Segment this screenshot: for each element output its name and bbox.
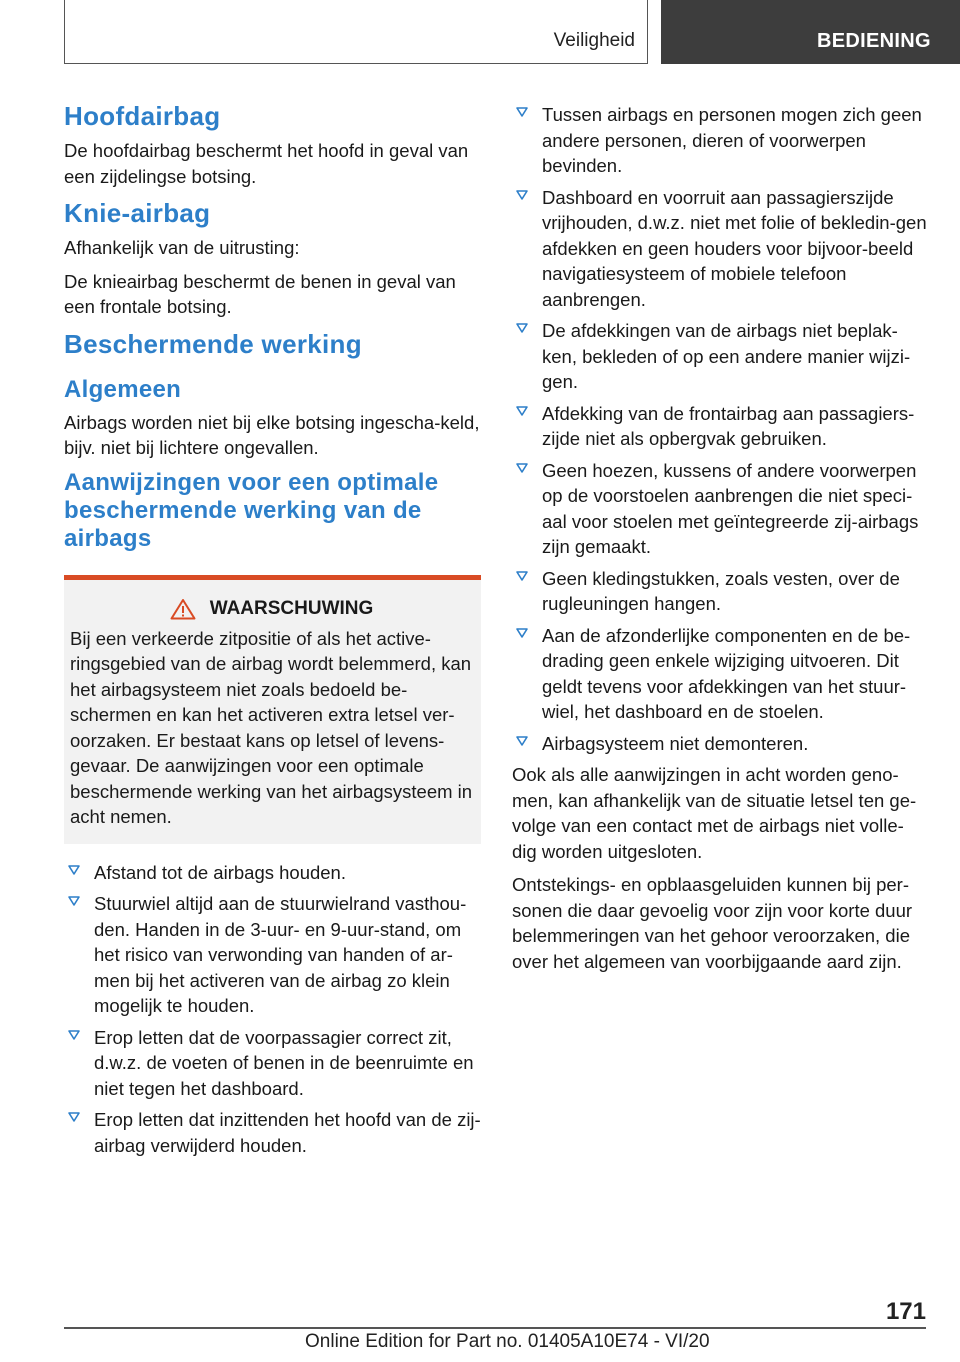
left-column [64, 100, 481, 1164]
warning-title: WAARSCHUWING [209, 597, 374, 619]
right-column [512, 102, 928, 982]
paragraph-hoofdairbag: De hoofdairbag beschermt het hoofd in geval van een zijdelingse botsing. [64, 140, 469, 187]
triangle-bullet-icon [514, 460, 530, 476]
footer-divider [64, 1327, 926, 1329]
triangle-bullet-icon [66, 1109, 82, 1125]
triangle-bullet-icon [514, 625, 530, 641]
header-chapter-tab: BEDIENING [661, 0, 960, 64]
paragraph-algemeen: Airbags worden niet bij elke botsing ingescha-keld, bijv. niet bij lichtere ongevallen. [64, 411, 480, 458]
list-item: Airbagsysteem niet demonteren. [512, 731, 928, 757]
heading-aanwijzingen: Aanwijzingen voor een optimale beschermende werking van de airbags [64, 468, 439, 552]
list-item: Geen kledingstukken, zoals vesten, over de rugleuningen hangen. [512, 566, 928, 617]
triangle-bullet-icon [514, 568, 530, 584]
warning-box [64, 575, 481, 844]
warning-text: Bij een verkeerde zitpositie of als het active-ringsgebied van de airbag wordt belemmerd, kan het airbagsysteem niet zoals bedoeld be-schermen en kan het activeren extra letsel ver-oorzaken. Er bestaat kans op letsel of levens-gevaar. De aanwijzingen voor een optimale beschermende werking van het airbagsysteem in acht nemen. [70, 627, 473, 827]
warning-triangle-icon [170, 598, 196, 620]
paragraph-letsel: Ook als alle aanwijzingen in acht worden geno-men, kan afhankelijk van de situatie letsel ten ge-volge van een contact met de airbags niet volle-dig worden uitgesloten. [512, 764, 917, 862]
triangle-bullet-icon [514, 403, 530, 419]
list-item: Erop letten dat de voorpassagier correct zit, d.w.z. de voeten of benen in de beenruimte en niet tegen het dashboard. [64, 1025, 481, 1102]
list-item: Tussen airbags en personen mogen zich geen andere personen, dieren of voorwerpen bevinden. [512, 102, 928, 179]
list-item: Geen hoezen, kussens of andere voorwerpen op de voorstoelen aanbrengen die niet speci-aal voor stoelen met geïntegreerde zij-airbags zijn gemaakt. [512, 458, 928, 560]
left-bullet-list [64, 860, 481, 1159]
header-box [64, 0, 648, 64]
list-item: Afstand tot de airbags houden. [64, 860, 481, 886]
warning-title-row [70, 598, 473, 620]
list-item: Erop letten dat inzittenden het hoofd van de zij-airbag verwijderd houden. [64, 1107, 481, 1158]
page-number: 171 [885, 1298, 926, 1325]
list-item: Aan de afzonderlijke componenten en de be-drading geen enkele wijziging uitvoeren. Dit geldt tevens voor afdekkingen van het stuur-wiel, het dashboard en de stoelen. [512, 623, 928, 725]
list-item: Dashboard en voorruit aan passagierszijde vrijhouden, d.w.z. niet met folie of bekledin-gen afdekken en geen houders voor bijvoor-beeld navigatiesysteem of mobiele telefoon aanbrengen. [512, 185, 928, 313]
triangle-bullet-icon [66, 862, 82, 878]
heading-knie-airbag: Knie-airbag [64, 198, 211, 228]
footer-edition: Online Edition for Part no. 01405A10E74 - VI/20 [305, 1331, 710, 1352]
paragraph-knie-1: Afhankelijk van de uitrusting: [64, 237, 300, 258]
triangle-bullet-icon [66, 893, 82, 909]
triangle-bullet-icon [514, 733, 530, 749]
heading-beschermende-werking: Beschermende werking [64, 328, 362, 359]
right-bullet-list [512, 102, 928, 756]
heading-algemeen: Algemeen [64, 375, 182, 403]
triangle-bullet-icon [514, 104, 530, 120]
paragraph-knie-2: De knieairbag beschermt de benen in geval van een frontale botsing. [64, 270, 456, 317]
heading-hoofdairbag: Hoofdairbag [64, 101, 221, 131]
list-item: Afdekking van de frontairbag aan passagiers-zijde niet als opbergvak gebruiken. [512, 401, 928, 452]
triangle-bullet-icon [514, 320, 530, 336]
list-item: De afdekkingen van de airbags niet beplak-ken, bekleden of op een andere manier wijzi-gen. [512, 318, 928, 395]
paragraph-geluiden: Ontstekings- en opblaasgeluiden kunnen bij per-sonen die daar gevoelig voor zijn voor korte duur belemmeringen van het gehoor veroorzaken, die over het algemeen van voorbijgaande aard zijn. [512, 874, 913, 972]
triangle-bullet-icon [66, 1027, 82, 1043]
triangle-bullet-icon [514, 187, 530, 203]
list-item: Stuurwiel altijd aan de stuurwielrand vasthou-den. Handen in de 3-uur- en 9-uur-stand, om het risico van verwonding van handen of ar-men bij het activeren van de airbag zo klein mogelijk te houden. [64, 891, 481, 1019]
header-section-title: Veiligheid [553, 30, 635, 51]
